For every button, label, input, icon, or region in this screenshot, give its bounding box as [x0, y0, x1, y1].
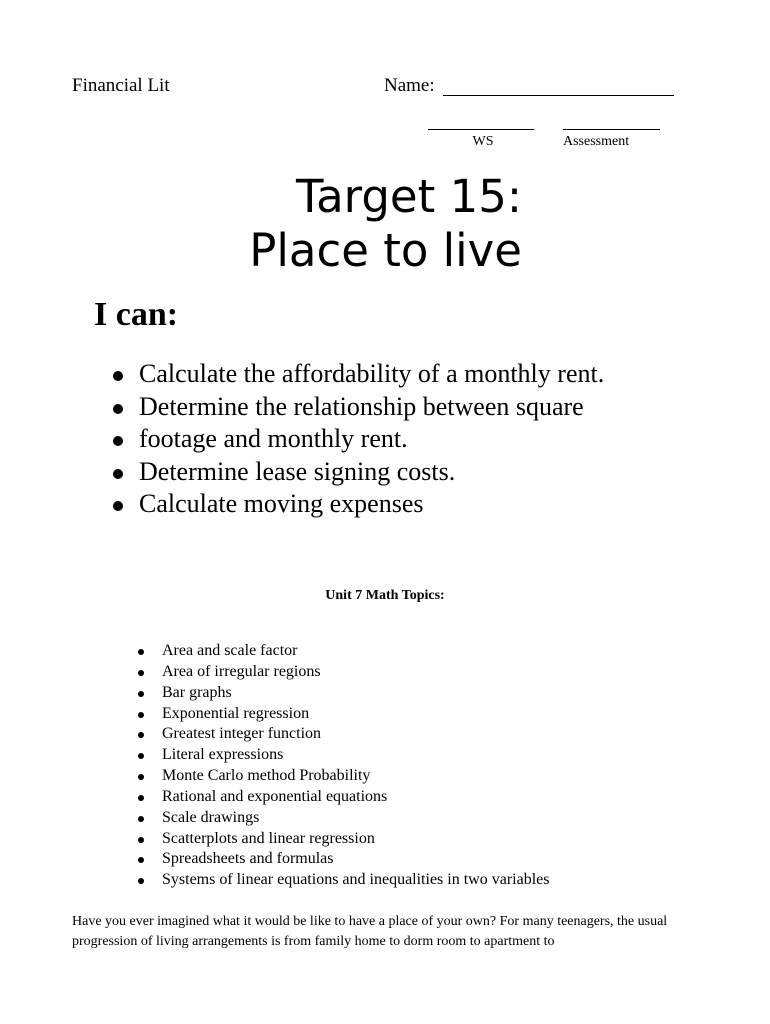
- topic-text: Bar graphs: [162, 683, 232, 701]
- bullet-icon: [113, 469, 123, 479]
- name-blank-line: [443, 95, 674, 96]
- topic-item: [135, 724, 549, 745]
- bullet-icon: [138, 732, 144, 738]
- objective-item: [110, 423, 604, 456]
- topic-item: [135, 766, 549, 787]
- bullet-icon: [138, 857, 144, 863]
- assessment-blank-line: [563, 129, 660, 130]
- topic-text: Systems of linear equations and inequalities in two variables: [162, 871, 550, 889]
- bullet-icon: [138, 837, 144, 843]
- objective-text: footage and monthly rent.: [139, 424, 408, 454]
- objective-item: [110, 488, 604, 521]
- title-line-2: Place to live: [249, 224, 522, 277]
- bullet-icon: [138, 774, 144, 780]
- bullet-icon: [138, 649, 144, 655]
- objective-item: [110, 456, 604, 489]
- bullet-icon: [113, 404, 123, 414]
- bullet-icon: [138, 878, 144, 884]
- bullet-icon: [138, 816, 144, 822]
- ws-blank-line: [428, 129, 534, 130]
- topic-text: Scatterplots and linear regression: [162, 829, 375, 847]
- topic-item: [135, 745, 549, 766]
- topic-text: Literal expressions: [162, 746, 284, 764]
- bullet-icon: [138, 753, 144, 759]
- topic-text: Greatest integer function: [162, 725, 322, 743]
- topic-item: [135, 808, 549, 829]
- bullet-icon: [113, 371, 123, 381]
- topic-item: [135, 787, 549, 808]
- topic-text: Area of irregular regions: [162, 662, 321, 680]
- topic-item: [135, 662, 549, 683]
- page-title: [200, 170, 522, 278]
- title-line-1: Target 15:: [296, 170, 522, 223]
- topics-list: [135, 641, 549, 891]
- intro-paragraph: Have you ever imagined what it would be like to have a place of your own? For many teenagers, the usual progression of living arrangements is from family home to dorm room to apartment to: [72, 914, 668, 949]
- topic-text: Exponential regression: [162, 704, 310, 722]
- topic-text: Monte Carlo method Probability: [162, 767, 371, 785]
- bullet-icon: [138, 712, 144, 718]
- objectives-list: [110, 358, 604, 521]
- bullet-icon: [138, 795, 144, 801]
- topic-item: [135, 704, 549, 725]
- assessment-label: Assessment: [563, 134, 630, 149]
- topic-item: [135, 683, 549, 704]
- topic-text: Spreadsheets and formulas: [162, 850, 334, 868]
- name-label: Name:: [384, 75, 435, 96]
- course-name: Financial Lit: [72, 75, 170, 96]
- bullet-icon: [113, 501, 123, 511]
- objective-text: Calculate moving expenses: [139, 489, 424, 519]
- topic-item: [135, 870, 549, 891]
- topics-heading: Unit 7 Math Topics:: [325, 588, 445, 603]
- objective-text: Determine lease signing costs.: [139, 456, 456, 486]
- bullet-icon: [138, 670, 144, 676]
- objective-item: [110, 391, 604, 424]
- topic-item: [135, 829, 549, 850]
- topic-text: Area and scale factor: [162, 642, 298, 659]
- objective-text: Calculate the affordability of a monthly rent.: [139, 359, 605, 388]
- topic-text: Rational and exponential equations: [162, 787, 388, 805]
- bullet-icon: [138, 691, 144, 697]
- topic-text: Scale drawings: [162, 808, 260, 826]
- objectives-heading: I can:: [94, 296, 179, 333]
- objective-item: [110, 358, 604, 391]
- bullet-icon: [113, 436, 123, 446]
- topic-item: [135, 641, 549, 662]
- ws-label: WS: [472, 134, 494, 149]
- topic-item: [135, 849, 549, 870]
- objective-text: Determine the relationship between square: [139, 391, 584, 421]
